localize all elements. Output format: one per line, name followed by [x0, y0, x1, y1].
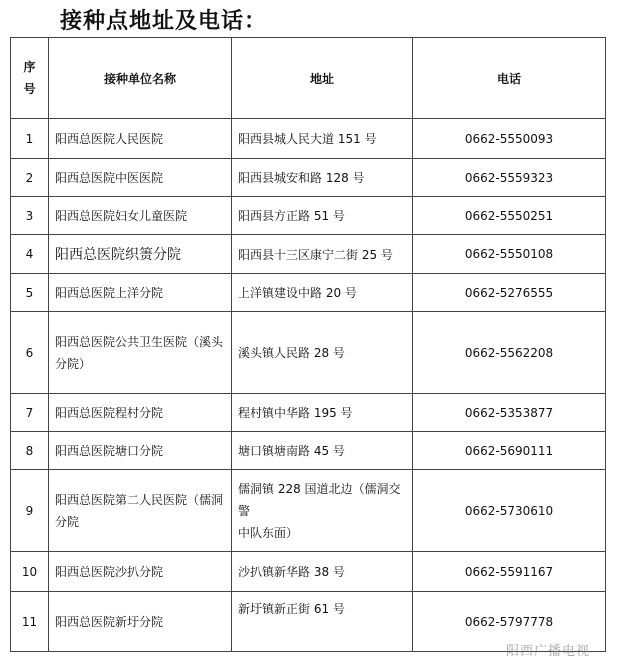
row-number: 4 — [11, 235, 49, 274]
row-number: 8 — [11, 432, 49, 470]
watermark: 阳西广播电视 — [506, 644, 591, 659]
row-number: 1 — [11, 119, 49, 159]
site-name: 阳西总医院程村分院 — [49, 394, 232, 432]
site-phone: 0662-5690111 — [413, 432, 606, 470]
site-address-line: 儒洞镇 228 国道北边（儒洞交警 — [238, 481, 401, 518]
site-phone: 0662-5797778 — [413, 592, 606, 652]
site-name: 阳西总医院塘口分院 — [49, 432, 232, 470]
row-number: 10 — [11, 552, 49, 592]
row-number: 5 — [11, 274, 49, 312]
header-seq: 序 号 — [11, 38, 49, 119]
row-number: 11 — [11, 592, 49, 652]
row-number: 3 — [11, 197, 49, 235]
site-phone: 0662-5730610 — [413, 470, 606, 552]
site-phone: 0662-5559323 — [413, 159, 606, 197]
site-address: 新圩镇新正街 61 号 — [232, 592, 413, 652]
site-name: 阳西总医院织箦分院 — [49, 235, 232, 274]
site-name-line: 分院 — [55, 514, 80, 529]
site-address: 阳西县方正路 51 号 — [232, 197, 413, 235]
table-row — [11, 552, 606, 592]
site-phone: 0662-5591167 — [413, 552, 606, 592]
table-row — [11, 432, 606, 470]
site-address: 程村镇中华路 195 号 — [232, 394, 413, 432]
site-address: 沙扒镇新华路 38 号 — [232, 552, 413, 592]
table-row — [11, 470, 606, 552]
site-phone: 0662-5276555 — [413, 274, 606, 312]
site-name: 阳西总医院沙扒分院 — [49, 552, 232, 592]
site-address: 塘口镇塘南路 45 号 — [232, 432, 413, 470]
table-row — [11, 197, 606, 235]
site-name: 阳西总医院人民医院 — [49, 119, 232, 159]
site-name: 阳西总医院上洋分院 — [49, 274, 232, 312]
header-address: 地址 — [232, 38, 413, 119]
site-address: 上洋镇建设中路 20 号 — [232, 274, 413, 312]
table-header-row — [11, 38, 606, 119]
site-name-line: 分院） — [55, 356, 92, 371]
site-name-line: 阳西总医院第二人民医院（儒洞 — [55, 492, 224, 507]
site-address — [232, 470, 413, 552]
table-row — [11, 312, 606, 394]
site-name — [49, 470, 232, 552]
site-phone: 0662-5562208 — [413, 312, 606, 394]
site-address-line: 中队东面） — [238, 525, 299, 540]
table-row — [11, 159, 606, 197]
row-number: 9 — [11, 470, 49, 552]
page-title: 接种点地址及电话： — [60, 9, 268, 34]
header-phone: 电话 — [413, 38, 606, 119]
site-phone: 0662-5353877 — [413, 394, 606, 432]
site-address: 阳西县城人民大道 151 号 — [232, 119, 413, 159]
site-name: 阳西总医院妇女儿童医院 — [49, 197, 232, 235]
row-number: 6 — [11, 312, 49, 394]
site-name-line: 阳西总医院公共卫生医院（溪头 — [55, 334, 224, 349]
table-row — [11, 119, 606, 159]
site-name — [49, 312, 232, 394]
vaccination-sites-table — [10, 37, 606, 652]
site-phone: 0662-5550093 — [413, 119, 606, 159]
site-address: 阳西县十三区康宁二街 25 号 — [232, 235, 413, 274]
table-row — [11, 394, 606, 432]
site-name: 阳西总医院中医医院 — [49, 159, 232, 197]
header-name: 接种单位名称 — [49, 38, 232, 119]
row-number: 2 — [11, 159, 49, 197]
row-number: 7 — [11, 394, 49, 432]
site-address: 阳西县城安和路 128 号 — [232, 159, 413, 197]
table-row — [11, 235, 606, 274]
site-phone: 0662-5550108 — [413, 235, 606, 274]
site-phone: 0662-5550251 — [413, 197, 606, 235]
table-row — [11, 274, 606, 312]
site-address: 溪头镇人民路 28 号 — [232, 312, 413, 394]
site-name: 阳西总医院新圩分院 — [49, 592, 232, 652]
